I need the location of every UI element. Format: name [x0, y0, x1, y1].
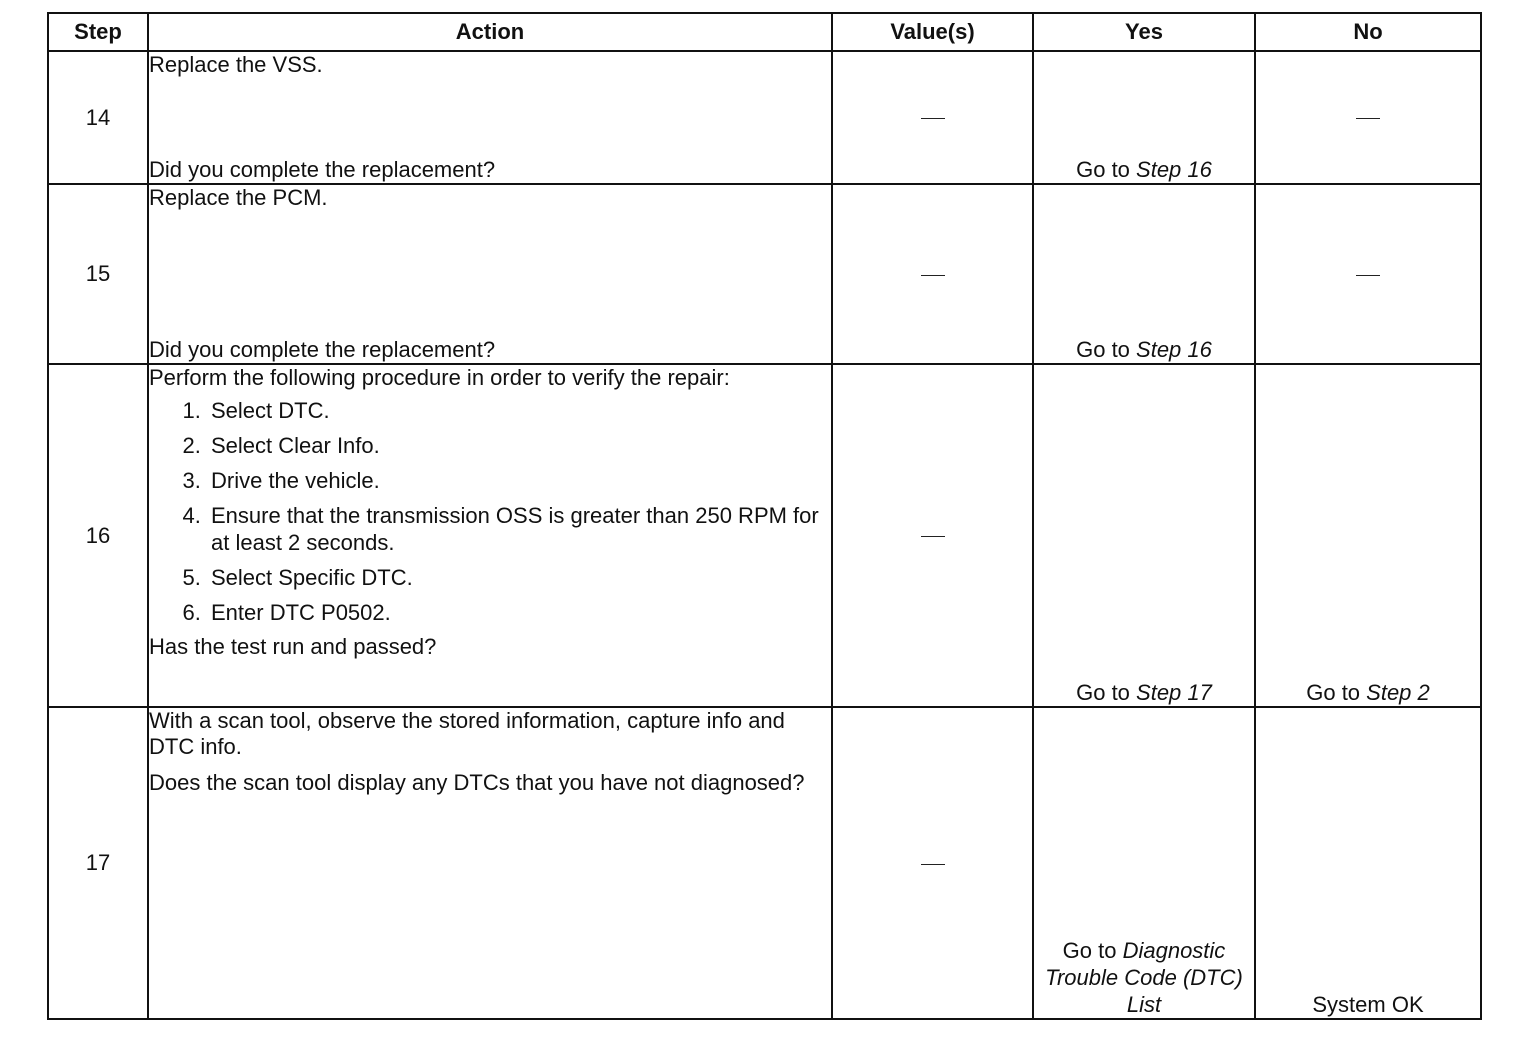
- value-cell: [832, 184, 1033, 364]
- header-values: Value(s): [832, 13, 1033, 51]
- yes-cell: [1033, 184, 1255, 364]
- yes-step-link[interactable]: Step 16: [1136, 337, 1212, 362]
- table-row-step-16: [48, 364, 1481, 707]
- yes-step-link[interactable]: Step 17: [1136, 680, 1212, 705]
- yes-cell: [1033, 364, 1255, 707]
- no-dash: [1356, 118, 1380, 119]
- no-cell: [1255, 184, 1481, 364]
- value-dash: [921, 864, 945, 865]
- action-instruction: Replace the PCM.: [149, 185, 328, 210]
- procedure-item: 6. Enter DTC P0502.: [207, 599, 831, 626]
- yes-cell: [1033, 707, 1255, 1019]
- action-instruction: Replace the VSS.: [149, 52, 323, 77]
- no-cell: [1255, 51, 1481, 184]
- value-dash: [921, 118, 945, 119]
- header-no: No: [1255, 13, 1481, 51]
- procedure-item: 1. Select DTC.: [207, 397, 831, 424]
- value-dash: [921, 275, 945, 276]
- no-prefix: Go to: [1306, 680, 1367, 705]
- yes-prefix: Go to: [1076, 680, 1137, 705]
- step-number: 14: [48, 51, 148, 184]
- header-step: Step: [48, 13, 148, 51]
- action-intro: With a scan tool, observe the stored information, capture info and DTC info.: [149, 708, 785, 759]
- yes-step-link[interactable]: Step 16: [1136, 157, 1212, 182]
- value-cell: [832, 707, 1033, 1019]
- step-number: 17: [48, 707, 148, 1019]
- table-row-step-15: [48, 184, 1481, 364]
- action-question: Did you complete the replacement?: [149, 337, 496, 362]
- table-row-step-17: [48, 707, 1481, 1019]
- action-cell: [148, 51, 832, 184]
- action-question: Does the scan tool display any DTCs that you have not diagnosed?: [149, 770, 805, 795]
- action-intro: Perform the following procedure in order to verify the repair:: [149, 365, 730, 390]
- yes-cell: [1033, 51, 1255, 184]
- step-number: 15: [48, 184, 148, 364]
- action-cell: [148, 707, 832, 1019]
- procedure-list: [149, 397, 831, 626]
- no-dash: [1356, 275, 1380, 276]
- header-yes: Yes: [1033, 13, 1255, 51]
- value-cell: [832, 364, 1033, 707]
- table-row-step-14: [48, 51, 1481, 184]
- header-row: [48, 13, 1481, 51]
- value-cell: [832, 51, 1033, 184]
- step-number: 16: [48, 364, 148, 707]
- procedure-item: 2. Select Clear Info.: [207, 432, 831, 459]
- no-cell: [1255, 364, 1481, 707]
- action-cell: [148, 364, 832, 707]
- procedure-item: 5. Select Specific DTC.: [207, 564, 831, 591]
- no-cell: System OK: [1255, 707, 1481, 1019]
- action-question: Did you complete the replacement?: [149, 157, 496, 182]
- yes-prefix: Go to: [1076, 337, 1137, 362]
- yes-dtc-list-link[interactable]: Diagnostic Trouble Code (DTC) List: [1045, 938, 1243, 1017]
- action-question: Has the test run and passed?: [149, 634, 437, 659]
- diagnostic-table: [47, 12, 1482, 1020]
- yes-prefix: Go to: [1076, 157, 1137, 182]
- yes-prefix: Go to: [1062, 938, 1123, 963]
- value-dash: [921, 536, 945, 537]
- action-cell: [148, 184, 832, 364]
- header-action: Action: [148, 13, 832, 51]
- no-step-link[interactable]: Step 2: [1366, 680, 1430, 705]
- procedure-item: 4. Ensure that the transmission OSS is greater than 250 RPM for at least 2 seconds.: [207, 502, 831, 556]
- procedure-item: 3. Drive the vehicle.: [207, 467, 831, 494]
